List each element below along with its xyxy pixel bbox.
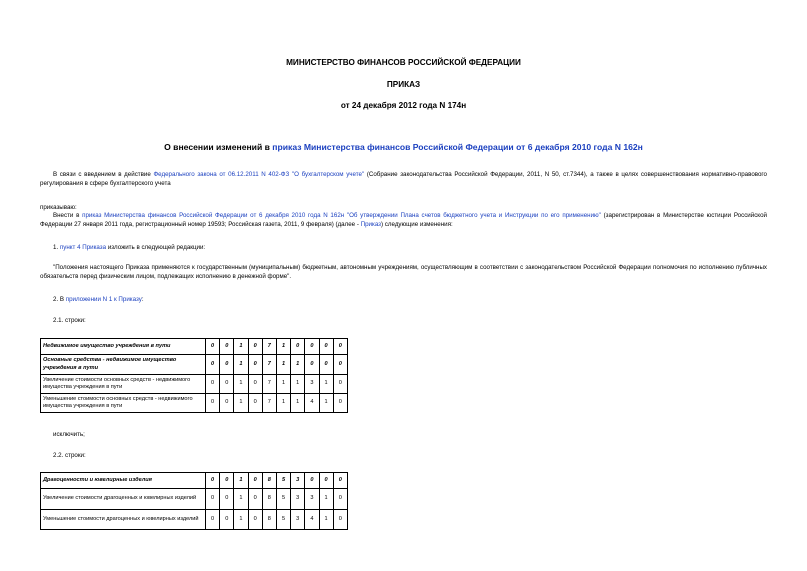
account-digit: 1 bbox=[276, 394, 290, 413]
account-digit: 0 bbox=[206, 375, 220, 394]
account-digit: 8 bbox=[262, 510, 276, 530]
account-digit: 0 bbox=[206, 394, 220, 413]
account-digit: 0 bbox=[305, 339, 319, 355]
account-label: Увеличение стоимости драгоценных и ювелирных изделий bbox=[41, 489, 206, 510]
item-2-2: 2.2. строки: bbox=[53, 452, 86, 459]
account-digit: 3 bbox=[291, 489, 305, 510]
table-row bbox=[41, 355, 348, 375]
account-digit: 0 bbox=[305, 473, 319, 489]
ministry-title: МИНИСТЕРСТВО ФИНАНСОВ РОССИЙСКОЙ ФЕДЕРАЦИИ bbox=[286, 58, 521, 67]
account-digit: 1 bbox=[291, 375, 305, 394]
account-label: Уменьшение стоимости основных средств - недвижимого имущества учреждения в пути bbox=[41, 394, 206, 413]
account-digit: 5 bbox=[276, 489, 290, 510]
table-row bbox=[41, 473, 348, 489]
accounts-table-1 bbox=[40, 338, 348, 413]
document-subject bbox=[0, 142, 807, 152]
account-digit: 1 bbox=[276, 375, 290, 394]
account-digit: 0 bbox=[333, 355, 347, 375]
account-digit: 1 bbox=[234, 489, 248, 510]
account-digit: 0 bbox=[319, 473, 333, 489]
accounts-table-2 bbox=[40, 472, 348, 530]
account-digit: 0 bbox=[248, 510, 262, 530]
account-digit: 0 bbox=[206, 473, 220, 489]
account-digit: 5 bbox=[276, 473, 290, 489]
item-1-number: 1. bbox=[53, 244, 60, 251]
subject-prefix: О внесении изменений в bbox=[164, 142, 273, 152]
account-digit: 3 bbox=[305, 375, 319, 394]
account-digit: 8 bbox=[262, 473, 276, 489]
account-label: Основные средства - недвижимое имущество учреждения в пути bbox=[41, 355, 206, 375]
account-digit: 3 bbox=[291, 510, 305, 530]
item-2-1: 2.1. строки: bbox=[53, 317, 86, 324]
item-1-text: изложить в следующей редакции: bbox=[106, 244, 206, 251]
account-digit: 7 bbox=[262, 394, 276, 413]
account-digit: 1 bbox=[276, 355, 290, 375]
account-digit: 1 bbox=[234, 473, 248, 489]
table-row bbox=[41, 510, 348, 530]
account-digit: 3 bbox=[291, 473, 305, 489]
table-row bbox=[41, 375, 348, 394]
intro-paragraph bbox=[40, 170, 767, 189]
account-digit: 1 bbox=[234, 375, 248, 394]
account-label: Уменьшение стоимости драгоценных и ювелирных изделий bbox=[41, 510, 206, 530]
account-digit: 7 bbox=[262, 375, 276, 394]
account-digit: 0 bbox=[248, 355, 262, 375]
account-digit: 0 bbox=[333, 375, 347, 394]
account-digit: 1 bbox=[291, 355, 305, 375]
account-digit: 7 bbox=[262, 339, 276, 355]
account-digit: 1 bbox=[319, 510, 333, 530]
account-digit: 1 bbox=[234, 339, 248, 355]
account-digit: 1 bbox=[234, 394, 248, 413]
account-digit: 0 bbox=[333, 394, 347, 413]
account-digit: 0 bbox=[220, 339, 234, 355]
account-digit: 1 bbox=[319, 394, 333, 413]
account-digit: 0 bbox=[220, 394, 234, 413]
account-digit: 0 bbox=[248, 473, 262, 489]
table-row bbox=[41, 339, 348, 355]
intro-text-1: В связи с введением в действие bbox=[53, 171, 154, 178]
exclude-text: исключить; bbox=[53, 431, 85, 438]
account-digit: 0 bbox=[333, 489, 347, 510]
account-digit: 1 bbox=[276, 339, 290, 355]
intro-text-2: (Собрание законодательства Российской Федерации, 2011, N 50, ст.7344), а также в целях совершенствования нормативно-правового регулирования в сфере бухгалтерского учета bbox=[40, 171, 767, 188]
quote-paragraph: "Положения настоящего Приказа применяются к государственным (муниципальным) бюджетным, автономным учреждениям, осуществляющим в соответствии с законодательством Российской Федерации полномочия по исполнению публичных обязательств перед физическим лицом, подлежащих исполнению в денежной форме". bbox=[40, 264, 767, 281]
order-162n-link[interactable]: приказ Министерства финансов Российской Федерации от 6 декабря 2010 года N 162н "Об утверждении Плана счетов бюджетного учета и Инструкции по его применению" bbox=[82, 212, 601, 219]
federal-law-link[interactable]: Федерального закона от 06.12.2011 N 402-ФЗ "О бухгалтерском учете" bbox=[153, 171, 365, 178]
account-digit: 0 bbox=[206, 489, 220, 510]
account-digit: 0 bbox=[319, 339, 333, 355]
account-digit: 0 bbox=[333, 473, 347, 489]
main-paragraph bbox=[40, 211, 767, 230]
account-digit: 0 bbox=[319, 355, 333, 375]
account-digit: 3 bbox=[305, 489, 319, 510]
account-digit: 0 bbox=[248, 339, 262, 355]
document-type: ПРИКАЗ bbox=[386, 80, 421, 89]
account-digit: 0 bbox=[248, 394, 262, 413]
account-digit: 0 bbox=[220, 375, 234, 394]
item-2-colon: : bbox=[141, 296, 144, 303]
appendix-link[interactable]: приложении N 1 к Приказу bbox=[65, 296, 142, 303]
account-digit: 1 bbox=[234, 510, 248, 530]
account-digit: 0 bbox=[206, 510, 220, 530]
account-digit: 1 bbox=[319, 489, 333, 510]
account-digit: 4 bbox=[305, 394, 319, 413]
account-digit: 0 bbox=[220, 510, 234, 530]
account-digit: 0 bbox=[291, 339, 305, 355]
account-digit: 1 bbox=[234, 355, 248, 375]
account-digit: 8 bbox=[262, 489, 276, 510]
item-2-number: 2. В bbox=[53, 296, 66, 303]
main-text-2: (зарегистрирован в Министерстве юстиции Российской Федерации 27 января 2011 года, регистрационный номер 19593; Российская газета, 2011, 9 февраля) (далее - bbox=[40, 212, 767, 229]
prikazyvayu-text: приказываю: bbox=[40, 204, 77, 211]
account-digit: 0 bbox=[206, 355, 220, 375]
document-date: от 24 декабря 2012 года N 174н bbox=[340, 101, 467, 110]
table-row bbox=[41, 489, 348, 510]
account-digit: 0 bbox=[220, 355, 234, 375]
table-row bbox=[41, 394, 348, 413]
account-digit: 0 bbox=[220, 473, 234, 489]
prikaz-link[interactable]: Приказ bbox=[360, 221, 382, 229]
account-digit: 1 bbox=[319, 375, 333, 394]
account-digit: 0 bbox=[333, 510, 347, 530]
main-text-3: ) следующие изменения: bbox=[381, 221, 453, 229]
account-digit: 0 bbox=[305, 355, 319, 375]
account-label: Драгоценности и ювелирные изделия bbox=[41, 473, 206, 489]
account-digit: 7 bbox=[262, 355, 276, 375]
account-digit: 4 bbox=[305, 510, 319, 530]
account-digit: 5 bbox=[276, 510, 290, 530]
item-4-link[interactable]: пункт 4 Приказа bbox=[59, 244, 107, 251]
item-1 bbox=[53, 243, 205, 252]
account-label: Увеличение стоимости основных средств - недвижимого имущества учреждения в пути bbox=[41, 375, 206, 394]
account-digit: 0 bbox=[220, 489, 234, 510]
account-digit: 1 bbox=[291, 394, 305, 413]
account-digit: 0 bbox=[248, 375, 262, 394]
main-text-1: Внести в bbox=[53, 212, 83, 219]
account-digit: 0 bbox=[248, 489, 262, 510]
account-digit: 0 bbox=[206, 339, 220, 355]
account-digit: 0 bbox=[333, 339, 347, 355]
subject-link[interactable]: приказ Министерства финансов Российской Федерации от 6 декабря 2010 года N 162н bbox=[272, 142, 643, 152]
item-2 bbox=[53, 295, 144, 304]
account-label: Недвижимое имущество учреждения в пути bbox=[41, 339, 206, 355]
